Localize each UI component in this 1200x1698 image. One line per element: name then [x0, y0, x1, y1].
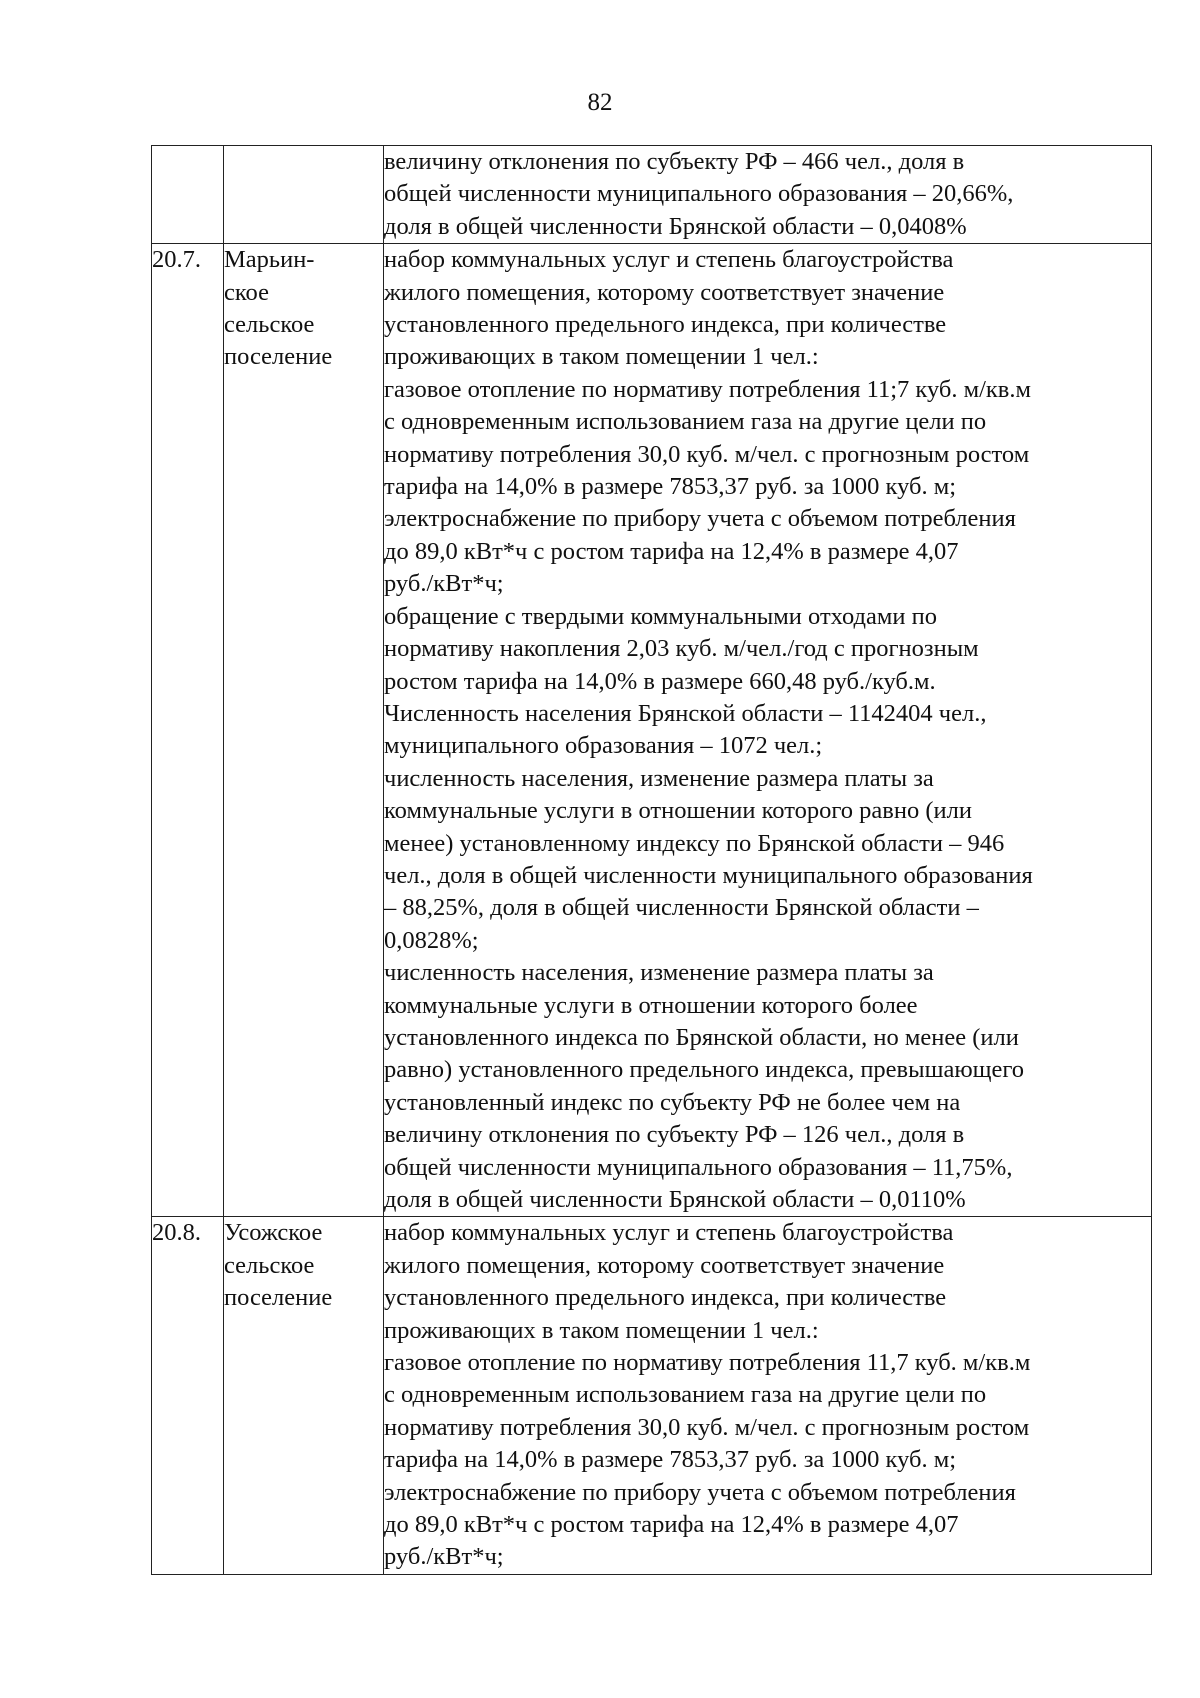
description-line: ростом тарифа на 14,0% в размере 660,48 руб./куб.м.: [384, 667, 936, 695]
description-cell: [384, 244, 1152, 1217]
settlements-table: [151, 145, 1152, 1575]
settlement-name-line: поселение: [224, 1284, 333, 1312]
settlement-name-line: Усожское: [224, 1219, 323, 1247]
description-line: проживающих в таком помещении 1 чел.:: [384, 343, 819, 371]
row-number-cell: [152, 244, 224, 1217]
description-line: величину отклонения по субъекту РФ – 466 чел., доля в: [384, 148, 965, 175]
table-row: [152, 1217, 1152, 1574]
description-line: нормативу потребления 30,0 куб. м/чел. с прогнозным ростом: [384, 440, 1030, 468]
table-row: [152, 244, 1152, 1217]
description-line: газовое отопление по нормативу потребления 11;7 куб. м/кв.м: [384, 375, 1032, 403]
description-line: общей численности муниципального образования – 11,75%,: [384, 1153, 1013, 1181]
table-body: [152, 146, 1152, 1575]
description-line: жилого помещения, которому соответствует значение: [384, 278, 945, 306]
row-number-cell: [152, 146, 224, 244]
table-row: [152, 146, 1152, 244]
description-line: чел., доля в общей численности муниципального образования: [384, 861, 1033, 889]
description-line: доля в общей численности Брянской области – 0,0110%: [384, 1186, 966, 1213]
description-line: общей численности муниципального образования – 20,66%,: [384, 180, 1014, 208]
description-line: тарифа на 14,0% в размере 7853,37 руб. за 1000 куб. м;: [384, 473, 957, 501]
description-line: электроснабжение по прибору учета с объемом потребления: [384, 1478, 1016, 1506]
description-line: газовое отопление по нормативу потребления 11,7 куб. м/кв.м: [384, 1349, 1031, 1377]
description-line: установленного индекса по Брянской области, но менее (или: [384, 1023, 1019, 1051]
description-line: численность населения, изменение размера платы за: [384, 959, 934, 987]
description-line: проживающих в таком помещении 1 чел.:: [384, 1316, 819, 1344]
description-line: нормативу потребления 30,0 куб. м/чел. с прогнозным ростом: [384, 1413, 1030, 1441]
settlement-name-line: ское: [224, 278, 269, 306]
row-number-cell: [152, 1217, 224, 1574]
description-line: жилого помещения, которому соответствует значение: [384, 1251, 945, 1279]
description-line: нормативу накопления 2,03 куб. м/чел./год с прогнозным: [384, 635, 979, 663]
description-line: с одновременным использованием газа на другие цели по: [384, 408, 987, 436]
row-number: 20.8.: [152, 1219, 201, 1247]
row-number: 20.7.: [152, 246, 201, 274]
description-cell: [384, 146, 1152, 244]
description-line: коммунальные услуги в отношении которого более: [384, 991, 918, 1019]
description-line: равно) установленного предельного индекса, превышающего: [384, 1056, 1025, 1084]
description-line: муниципального образования – 1072 чел.;: [384, 732, 823, 760]
description-line: тарифа на 14,0% в размере 7853,37 руб. за 1000 куб. м;: [384, 1446, 957, 1474]
description-line: величину отклонения по субъекту РФ – 126 чел., доля в: [384, 1121, 965, 1149]
description-line: менее) установленному индексу по Брянской области – 946: [384, 829, 1005, 857]
description-line: набор коммунальных услуг и степень благоустройства: [384, 246, 954, 274]
description-line: электроснабжение по прибору учета с объемом потребления: [384, 505, 1016, 533]
settlement-name-line: поселение: [224, 343, 333, 371]
settlement-name-cell: [224, 244, 384, 1217]
description-line: до 89,0 кВт*ч с ростом тарифа на 12,4% в размере 4,07: [384, 1511, 959, 1539]
description-line: – 88,25%, доля в общей численности Брянской области –: [384, 894, 979, 922]
page-number: 82: [587, 89, 613, 116]
description-line: до 89,0 кВт*ч с ростом тарифа на 12,4% в размере 4,07: [384, 537, 959, 565]
description-line: набор коммунальных услуг и степень благоустройства: [384, 1219, 954, 1247]
settlement-name-line: сельское: [224, 311, 315, 339]
settlement-name-cell: [224, 1217, 384, 1574]
settlement-name-line: сельское: [224, 1251, 315, 1279]
settlement-name-line: Марьин-: [224, 246, 315, 274]
description-line: установленный индекс по субъекту РФ не более чем на: [384, 1088, 961, 1116]
description-line: доля в общей численности Брянской области – 0,0408%: [384, 212, 967, 240]
description-line: с одновременным использованием газа на другие цели по: [384, 1381, 987, 1409]
description-line: установленного предельного индекса, при количестве: [384, 311, 947, 339]
description-line: руб./кВт*ч;: [384, 1543, 504, 1571]
description-line: коммунальные услуги в отношении которого равно (или: [384, 797, 972, 825]
description-line: численность населения, изменение размера платы за: [384, 764, 934, 792]
description-cell: [384, 1217, 1152, 1574]
description-line: руб./кВт*ч;: [384, 570, 504, 598]
description-line: 0,0828%;: [384, 926, 479, 954]
description-line: обращение с твердыми коммунальными отходами по: [384, 602, 937, 630]
description-line: Численность населения Брянской области – 1142404 чел.,: [384, 699, 987, 727]
description-line: установленного предельного индекса, при количестве: [384, 1284, 947, 1312]
settlement-name-cell: [224, 146, 384, 244]
